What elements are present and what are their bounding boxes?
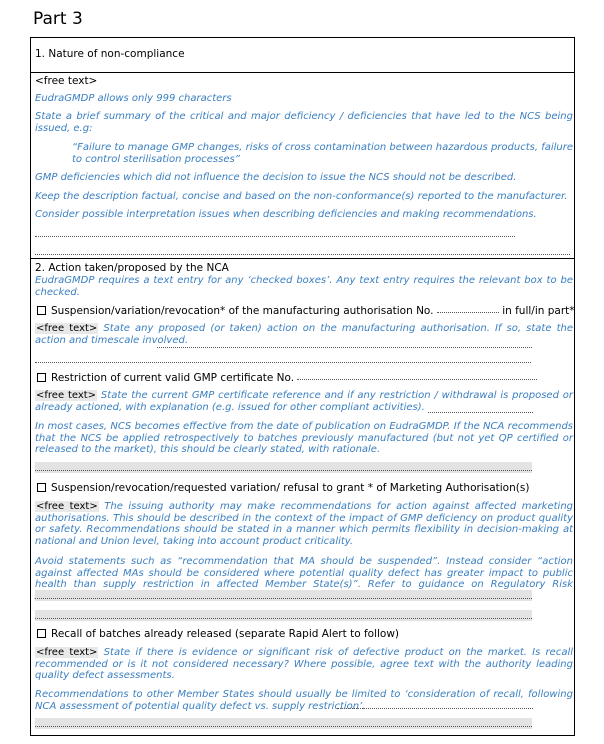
item4-text: State if there is evidence or significant risk of defective product on the market. Is recall recommended or is it not considered necessary? Where possible, agree text with the authority leading quality defect assessments. (35, 647, 573, 681)
item4-row (37, 628, 399, 641)
section1-p5: Consider possible interpretation issues when describing deficiencies and making recommendations. (35, 209, 537, 220)
item4-note: Recommendations to other Member States should usually be limited to ‘consideration of recall, following NCA assessment of potential quality defect vs. supply restriction’. (35, 689, 573, 712)
shaded-entry[interactable] (35, 590, 532, 601)
item4-label: Recall of batches already released (separate Rapid Alert to follow) (51, 628, 400, 640)
dotted-line (337, 708, 533, 709)
dotted-line (157, 347, 532, 348)
dotted-line (35, 726, 532, 727)
item1-text-block[interactable] (35, 323, 573, 346)
item1-tail: in full/in part* (502, 305, 575, 317)
item1-label: Suspension/variation/revocation* of the manufacturing authorisation No. (51, 305, 434, 317)
item2-checkbox[interactable] (37, 373, 46, 382)
dotted-line (35, 598, 532, 599)
item2-text-block[interactable] (35, 390, 573, 413)
free-text-tag: <free text> (35, 75, 98, 87)
item2-note: In most cases, NCS becomes effective from the date of publication on EudraGMDP. If the NCA recommends that the NCS be applied retrospectively to batches previously manufactured (but not yet QP certified or released to the market), this should be clearly stated, with rationale. (35, 421, 573, 455)
dotted-line (35, 236, 515, 237)
item3-label: Suspension/revocation/requested variation/ refusal to grant * of Marketing Authorisation(s) (51, 482, 530, 494)
section1-p1: EudraGMDP allows only 999 characters (35, 93, 232, 104)
item2-text: State the current GMP certificate reference and if any restriction / withdrawal is proposed or already actioned, with explanation (e.g. issued for other compliant activities). (35, 390, 574, 413)
shaded-entry[interactable] (35, 610, 532, 621)
item3-text: The issuing authority may make recommendations for action against affected marketing authorisations. This should be described in the context of the impact of GMP deficiency on product quality or safety. Recommendations should be stated in a manner which permits flexibility in decision-making at national and Union level, taking into account product criticality. (35, 501, 574, 547)
dotted-line (428, 412, 533, 413)
dotted-line (35, 254, 570, 255)
item4-checkbox[interactable] (37, 629, 46, 638)
item1-row (37, 305, 575, 318)
item2-label: Restriction of current valid GMP certificate No. (51, 372, 295, 384)
dotted-line (35, 362, 531, 363)
item1-free-text-tag: <free text> (36, 323, 98, 334)
dotted-line (35, 470, 532, 471)
item1-number-field[interactable] (437, 311, 499, 313)
section2-intro: EudraGMDP requires a text entry for any ‘checked boxes’. Any text entry requires the relevant box to be checked. (35, 275, 573, 298)
shaded-entry[interactable] (35, 462, 532, 473)
shaded-entry[interactable] (35, 718, 532, 729)
section2-heading: 2. Action taken/proposed by the NCA (35, 262, 229, 274)
section1-p2: State a brief summary of the critical and major deficiency / deficiencies that have led to the NCS being issued, e.g: (35, 111, 573, 134)
item3-text-block[interactable] (35, 501, 573, 547)
section1-heading: 1. Nature of non-compliance (35, 48, 185, 60)
section1-quote: “Failure to manage GMP changes, risks of cross contamination between hazardous products, failure to control sterilisation processes” (72, 142, 573, 165)
part-title: Part 3 (33, 9, 83, 29)
item2-row (37, 372, 537, 385)
item3-row (37, 482, 529, 495)
dotted-line (35, 618, 532, 619)
section1-p4: Keep the description factual, concise and based on the non-conformance(s) reported to the manufacturer. (35, 191, 568, 202)
item2-number-field[interactable] (297, 378, 537, 380)
item4-text-block[interactable] (35, 647, 573, 682)
section1-p3: GMP deficiencies which did not influence the decision to issue the NCS should not be described. (35, 172, 517, 183)
item1-text: State any proposed (or taken) action on the manufacturing authorisation. If so, state the action and timescale involved. (35, 323, 573, 346)
item3-note: Avoid statements such as “recommendation that MA should be suspended”. Instead consider “action against affected MAs should be considered where potential quality defect has greater impact to public health than supply restriction in affected Member State(s)”. Refer to guidance on Regulatory Risk (35, 556, 573, 590)
item3-free-text-tag: <free text> (36, 501, 98, 512)
item2-free-text-tag: <free text> (36, 390, 97, 401)
item3-checkbox[interactable] (37, 483, 46, 492)
item4-free-text-tag: <free text> (36, 647, 98, 658)
item1-checkbox[interactable] (37, 306, 46, 315)
